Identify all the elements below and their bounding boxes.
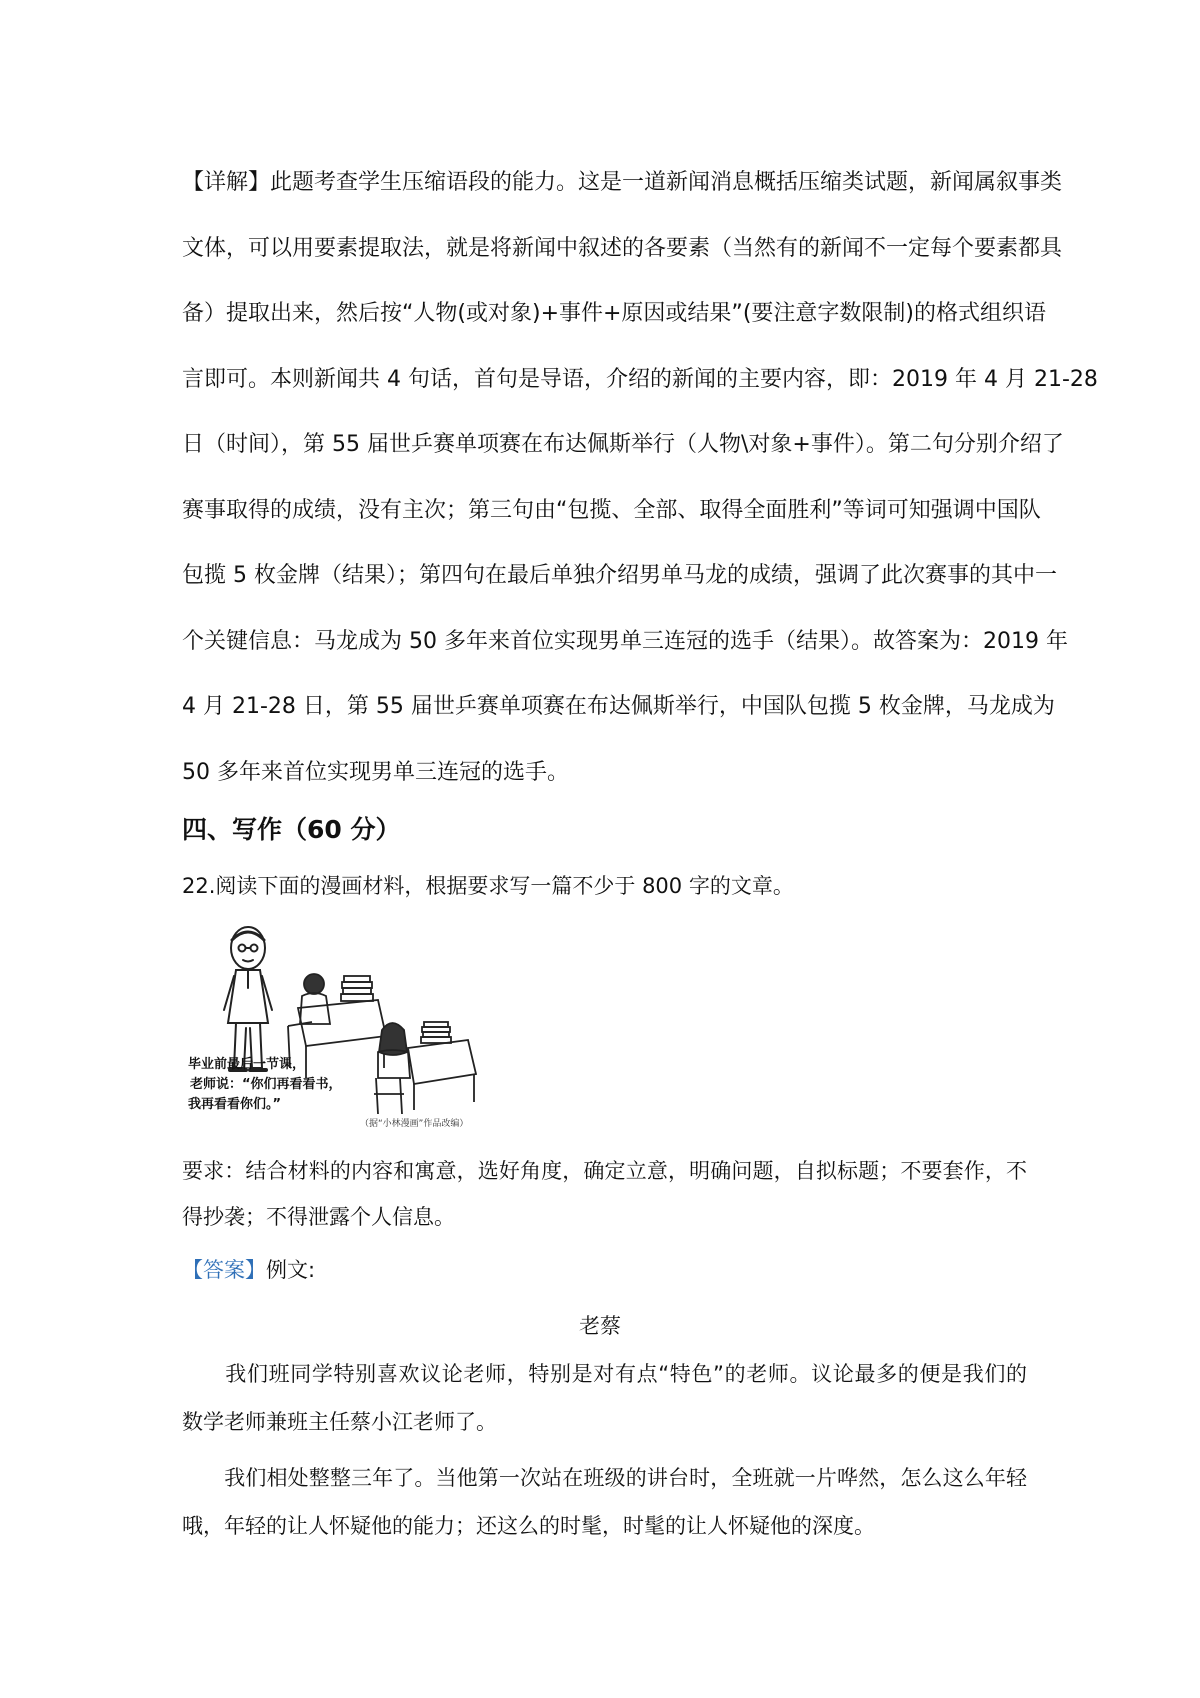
cartoon-caption-line: 我再看看你们。”	[188, 1097, 282, 1112]
essay-body	[182, 1350, 1027, 1550]
teacher-figure	[224, 927, 272, 1070]
explanation-line: 个关键信息：马龙成为 50 多年来首位实现男单三连冠的选手（结果）。故答案为：2019 年	[182, 628, 1068, 654]
essay-title: 老蔡	[579, 1314, 621, 1338]
paragraph-gap	[182, 1446, 1027, 1454]
explanation-paragraph	[182, 150, 1098, 805]
cartoon-caption	[188, 1056, 342, 1112]
question-text: 22.阅读下面的漫画材料，根据要求写一篇不少于 800 字的文章。	[182, 874, 794, 898]
explanation-line: 赛事取得的成绩，没有主次；第三句由“包揽、全部、取得全面胜利”等词可知强调中国队	[182, 497, 1041, 523]
cartoon-caption-line: 毕业前最后一节课，	[188, 1057, 306, 1072]
explanation-line: 4 月 21-28 日，第 55 届世乒赛单项赛在布达佩斯举行，中国队包揽 5 枚金牌，马龙成为	[182, 694, 1055, 719]
explanation-line: 日（时间），第 55 届世乒赛单项赛在布达佩斯举行（人物\对象+事件）。第二句分别介绍了	[182, 432, 1064, 457]
essay-line: 我们相处整整三年了。当他第一次站在班级的讲台时，全班就一片哗然，怎么这么年轻	[182, 1466, 1027, 1490]
answer-text: 例文:	[266, 1258, 316, 1282]
cartoon-caption-line: 老师说：“你们再看看书，	[190, 1077, 342, 1092]
student-desk-front	[374, 1022, 476, 1114]
answer-tag: 【答案】	[182, 1258, 266, 1282]
explanation-line: 文体，可以用要素提取法，就是将新闻中叙述的各要素（当然有的新闻不一定每个要素都具	[182, 235, 1063, 261]
requirement-line: 得抄袭；不得泄露个人信息。	[182, 1205, 455, 1229]
essay-line: 数学老师兼班主任蔡小江老师了。	[182, 1410, 497, 1434]
essay-line: 哦，年轻的让人怀疑他的能力；还这么的时髦，时髦的让人怀疑他的深度。	[182, 1514, 875, 1538]
essay-line: 我们班同学特别喜欢议论老师，特别是对有点“特色”的老师。议论最多的便是我们的	[182, 1362, 1027, 1386]
explanation-line: 言即可。本则新闻共 4 句话，首句是导语，介绍的新闻的主要内容，即：2019 年 4 月 21-28	[182, 366, 1098, 392]
explanation-line: 50 多年来首位实现男单三连冠的选手。	[182, 759, 569, 785]
answer-line	[182, 1254, 315, 1284]
requirement-paragraph	[182, 1148, 1027, 1240]
cartoon-illustration	[186, 918, 506, 1132]
explanation-line: 【详解】此题考查学生压缩语段的能力。这是一道新闻消息概括压缩类试题，新闻属叙事类	[182, 170, 1063, 195]
section-title: 四、写作（60 分）	[182, 815, 401, 844]
explanation-line: 包揽 5 枚金牌（结果）；第四句在最后单独介绍男单马龙的成绩，强调了此次赛事的其中一	[182, 563, 1057, 588]
explanation-line: 备）提取出来，然后按“人物(或对象)+事件+原因或结果”(要注意字数限制)的格式组织语	[182, 301, 1046, 326]
requirement-line: 要求：结合材料的内容和寓意，选好角度，确定立意，明确问题，自拟标题；不要套作，不	[182, 1159, 1027, 1183]
cartoon-credit: （据“小林漫画”作品改编）	[360, 1119, 469, 1129]
